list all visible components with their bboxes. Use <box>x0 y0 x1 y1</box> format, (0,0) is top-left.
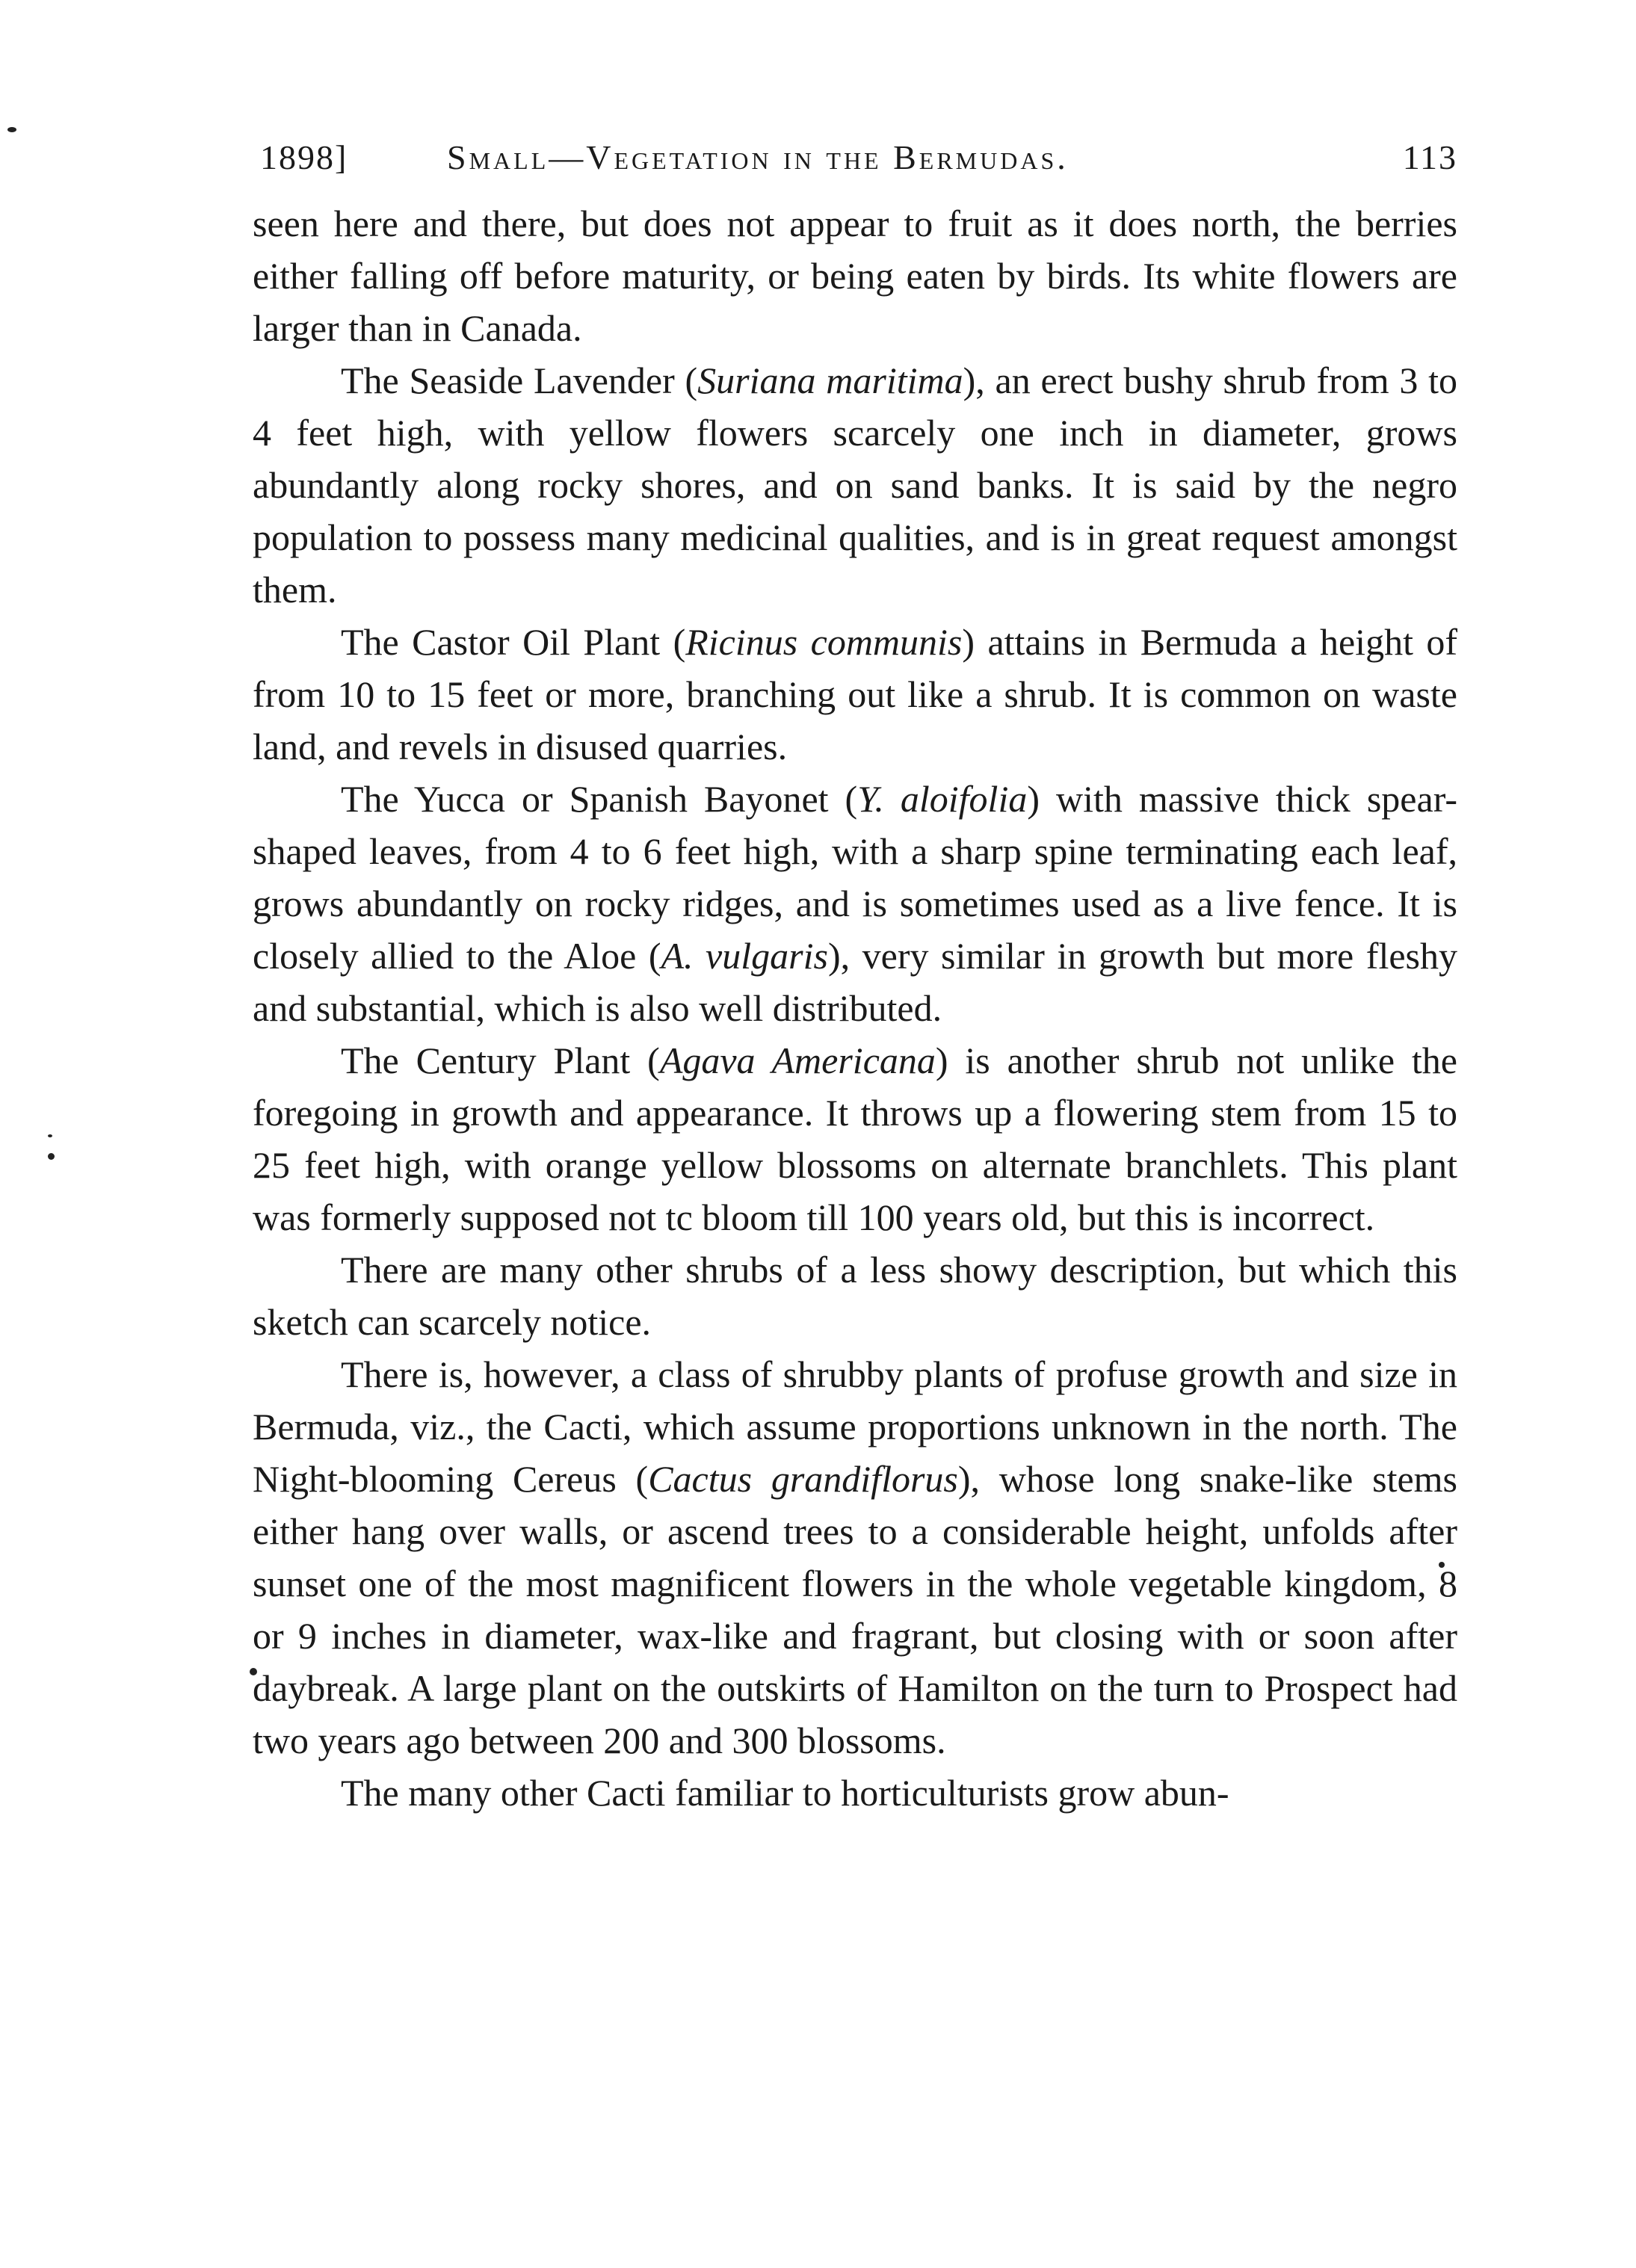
paragraph-text: There is, however, a class of shrubby plants of profuse growth and size in Bermuda, viz., the Cacti, which assume proportions unknown in the north. The Night-blooming Cereus <box>253 1353 1457 1500</box>
paragraph-text-start: ( <box>635 1458 649 1500</box>
body-text <box>253 197 1457 1819</box>
paragraph-text: seen here and there, but does not appear to fruit as it does north, the berries either falling off before maturity, or being eaten by birds. Its white flowers are larger than in Canada. <box>253 203 1457 349</box>
header-title: Small—Vegetation in the Bermudas. <box>447 138 1069 176</box>
book-page <box>253 127 1457 1819</box>
paragraph-text-end: ), an erect bushy shrub from 3 to 4 feet high, with yellow flowers scarcely one inch in diameter, grows abundantly along rocky shores, and on sand banks. It is said by the negro population to possess many medicinal qualities, and is in great request amongst them. <box>253 359 1457 611</box>
paragraph-text-end: ), whose long snake-like stems either hang over walls, or ascend trees to a considerable height, unfolds after sunset one of the most magnificent flowers in the whole vegetable kingdom, 8 or 9 inches in diameter, wax-like and fragrant, but closing with or soon after daybreak. A large plant on the outskirts of Hamilton on the turn to Prospect had two years ago between 200 and 300 blossoms. <box>253 1458 1457 1761</box>
paragraph-other-cacti <box>253 1767 1457 1819</box>
latin-name: Ricinus communis <box>685 621 963 663</box>
latin-name: A. vulgaris <box>661 935 828 977</box>
latin-name: Agava Americana <box>659 1039 936 1081</box>
scan-speck <box>48 1153 55 1160</box>
paragraph-text-end: ) attains in Bermuda a height of from 10 to 15 feet or more, branching out like a shrub. It is common on waste land, and revels in disused quarries. <box>253 621 1458 767</box>
paragraph-text-start: The Century Plant ( <box>341 1039 660 1081</box>
page-number: 113 <box>1402 138 1457 176</box>
paragraph-century-plant <box>253 1034 1457 1243</box>
paragraph-cacti <box>253 1348 1457 1767</box>
header-year: 1898] <box>260 138 348 176</box>
paragraph-castor-oil-plant <box>253 616 1457 773</box>
running-head <box>253 127 1457 187</box>
latin-name: Y. aloifolia <box>857 778 1028 820</box>
paragraph-yucca <box>253 773 1457 1034</box>
scan-speck <box>48 1134 52 1137</box>
paragraph-text-end: ), very similar in growth but more fleshy and substantial, which is also well distributed. <box>253 935 1457 1029</box>
paragraph-other-shrubs <box>253 1243 1457 1348</box>
latin-name: Suriana maritima <box>697 359 963 401</box>
latin-name: Cactus grandiflorus <box>648 1458 958 1500</box>
paragraph-text-end: ) is another shrub not unlike the foregoing in growth and appearance. It throws up a flowering stem from 15 to 25 feet high, with orange yellow blossoms on alternate branchlets. This plant was formerly supposed not tc bloom till 100 years old, but this is incorrect. <box>253 1039 1457 1238</box>
paragraph-text: There are many other shrubs of a less showy description, but which this sketch can scarcely notice. <box>253 1249 1457 1343</box>
scan-speck <box>7 127 16 132</box>
paragraph-seaside-lavender <box>253 354 1457 616</box>
paragraph-text-start: The Seaside Lavender ( <box>341 359 698 401</box>
paragraph-continued-intro <box>253 197 1457 354</box>
paragraph-text-middle: ) with massive thick spear-shaped leaves, from 4 to 6 feet high, with a sharp spine terminating each leaf, grows abundantly on rocky ridges, and is sometimes used as a live fence. It is closely allied to the Aloe ( <box>253 778 1457 977</box>
paragraph-text-start: The Castor Oil Plant ( <box>341 621 686 663</box>
paragraph-text: The many other Cacti familiar to horticulturists grow abun- <box>341 1772 1229 1814</box>
paragraph-text-start: The Yucca or Spanish Bayonet ( <box>341 778 858 820</box>
